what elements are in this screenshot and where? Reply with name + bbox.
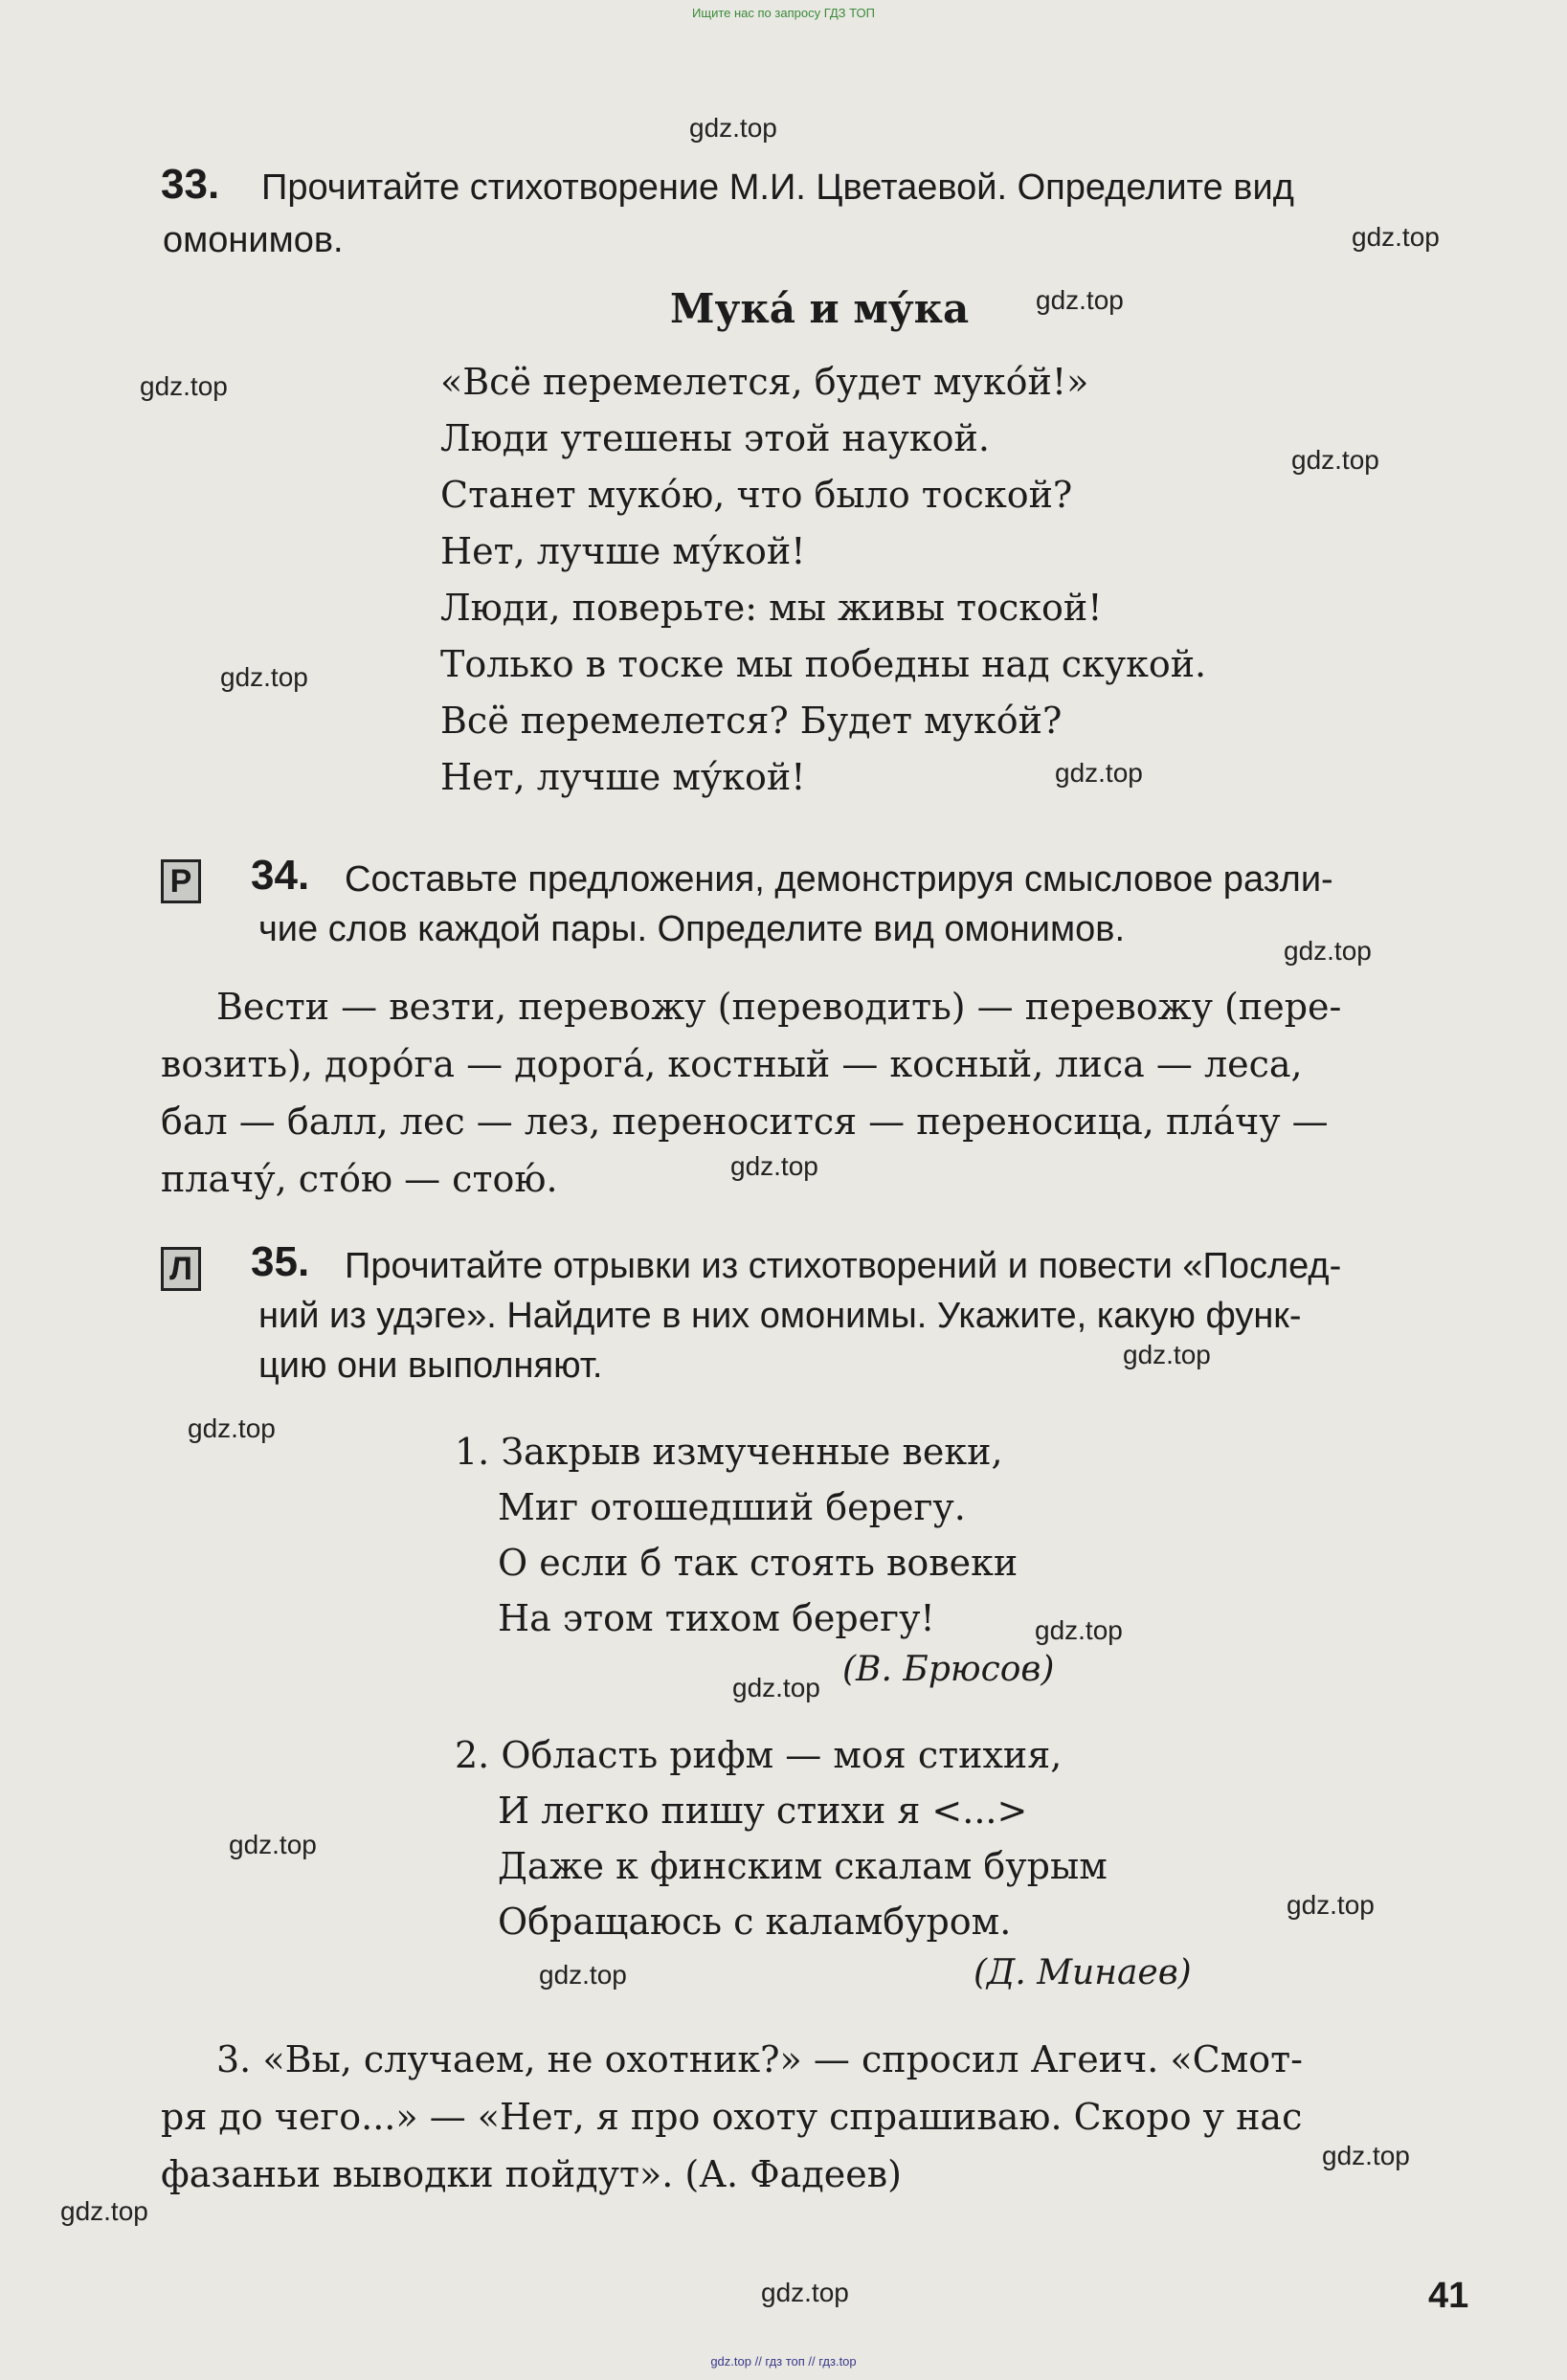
top-banner: Ищите нас по запросу ГДЗ ТОП xyxy=(692,6,875,20)
poem-line: Нет, лучше му́кой! xyxy=(440,756,806,798)
poem-author: (В. Брюсов) xyxy=(842,1650,1055,1689)
poem-line: Обращаюсь с каламбуром. xyxy=(498,1901,1012,1943)
exercise-number: 33. xyxy=(161,161,220,208)
task-text-line: цию они выполняют. xyxy=(258,1346,603,1386)
task-text-line: Прочитайте отрывки из стихотворений и повести «Послед- xyxy=(345,1246,1342,1286)
prose-line: ря до чего...» — «Нет, я про охоту спрашиваю. Скоро у нас xyxy=(161,2096,1303,2138)
word-pairs-line: бал — балл, лес — лез, переносится — переносица, пла́чу — xyxy=(161,1101,1329,1143)
watermark: gdz.top xyxy=(220,662,308,692)
poem-line: Только в тоске мы победны над скукой. xyxy=(440,643,1207,685)
prose-line: 3. «Вы, случаем, не охотник?» — спросил Агеич. «Смот- xyxy=(216,2038,1304,2080)
poem-title: Мука́ и му́ка xyxy=(670,285,970,332)
watermark: gdz.top xyxy=(60,2196,148,2226)
watermark: gdz.top xyxy=(1287,1890,1375,1920)
watermark: gdz.top xyxy=(730,1151,818,1181)
poem-line: Даже к финским скалам бурым xyxy=(498,1845,1108,1887)
poem-line: Станет муко́ю, что было тоской? xyxy=(440,474,1073,516)
watermark: gdz.top xyxy=(229,1830,317,1859)
watermark: gdz.top xyxy=(1123,1340,1211,1369)
watermark: gdz.top xyxy=(689,113,777,143)
poem-line: На этом тихом берегу! xyxy=(498,1597,935,1639)
poem-line: Нет, лучше му́кой! xyxy=(440,530,806,572)
word-pairs-line: плачу́, сто́ю — стою́. xyxy=(161,1158,558,1200)
poem-line: Миг отошедший берегу. xyxy=(498,1486,966,1528)
watermark: gdz.top xyxy=(1036,285,1124,315)
poem-line: О если б так стоять вовеки xyxy=(498,1542,1019,1584)
exercise-number: 34. xyxy=(251,852,310,899)
watermark: gdz.top xyxy=(1055,758,1143,788)
task-text-line: Прочитайте стихотворение М.И. Цветаевой. Определите вид xyxy=(261,167,1294,208)
task-text-line: омонимов. xyxy=(163,220,344,260)
watermark: gdz.top xyxy=(1322,2141,1410,2170)
watermark: gdz.top xyxy=(1291,445,1379,475)
watermark: gdz.top xyxy=(761,2278,849,2307)
word-pairs-line: Вести — везти, перевожу (переводить) — перевожу (пере- xyxy=(216,986,1342,1028)
watermark: gdz.top xyxy=(732,1673,820,1702)
prose-line: фазаньи выводки пойдут». (А. Фадеев) xyxy=(161,2153,902,2195)
exercise-badge: Л xyxy=(161,1247,201,1291)
task-text-line: ний из удэге». Найдите в них омонимы. Укажите, какую функ- xyxy=(258,1296,1302,1336)
poem-line: И легко пишу стихи я <...> xyxy=(498,1790,1028,1832)
watermark: gdz.top xyxy=(1352,222,1440,252)
exercise-number: 35. xyxy=(251,1238,310,1285)
task-text-line: Составьте предложения, демонстрируя смысловое разли- xyxy=(345,859,1333,900)
page-number: 41 xyxy=(1428,2276,1469,2316)
poem-author: (Д. Минаев) xyxy=(974,1953,1192,1992)
poem-line: Люди, поверьте: мы живы тоской! xyxy=(440,587,1103,629)
poem-line: 2. Область рифм — моя стихия, xyxy=(455,1734,1063,1776)
watermark: gdz.top xyxy=(1035,1615,1123,1645)
watermark: gdz.top xyxy=(1284,936,1372,966)
task-text-line: чие слов каждой пары. Определите вид омонимов. xyxy=(258,909,1126,949)
watermark: gdz.top xyxy=(539,1960,627,1990)
bottom-banner: gdz.top // гдз топ // гдз.top xyxy=(710,2354,857,2369)
poem-line: Всё перемелется? Будет муко́й? xyxy=(440,700,1063,742)
exercise-badge: Р xyxy=(161,859,201,903)
poem-line: 1. Закрыв измученные веки, xyxy=(455,1431,1003,1473)
poem-line: Люди утешены этой наукой. xyxy=(440,417,990,459)
word-pairs-line: возить), доро́га — дорога́, костный — косный, лиса — леса, xyxy=(161,1043,1303,1085)
poem-line: «Всё перемелется, будет муко́й!» xyxy=(440,361,1089,403)
watermark: gdz.top xyxy=(188,1413,276,1443)
watermark: gdz.top xyxy=(140,371,228,401)
